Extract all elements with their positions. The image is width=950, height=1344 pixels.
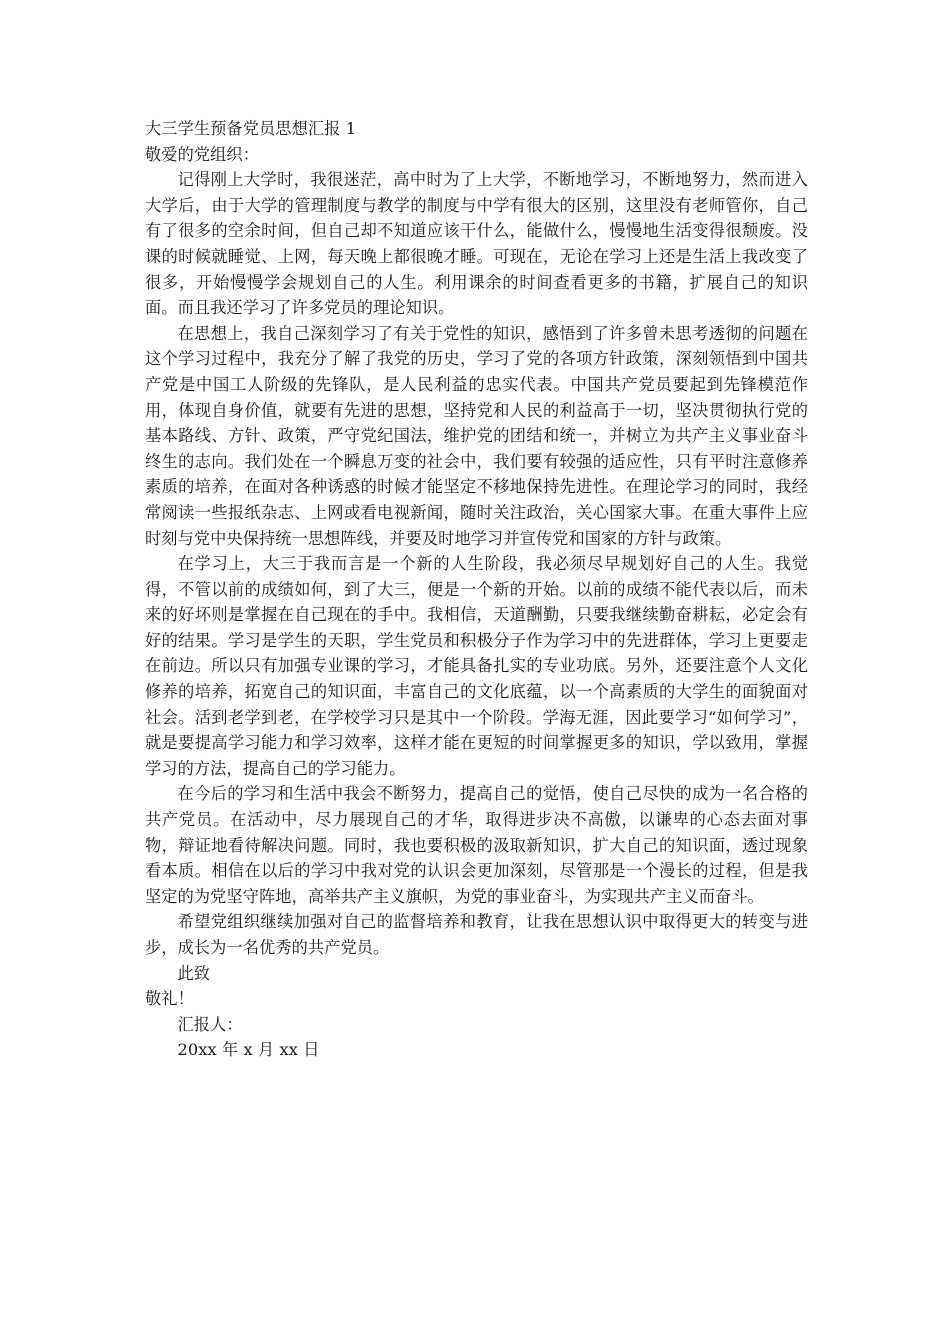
paragraph-4: 在今后的学习和生活中我会不断努力，提高自己的觉悟，使自己尽快的成为一名合格的共产党员。在活动中，尽力展现自己的才华，取得进步决不高傲，以谦卑的心态去面对事物，辩证地看待解决问题。同时，我也要积极的汲取新知识，扩大自己的知识面，透过现象看本质。相信在以后的学习中我对党的认识会更加深刻，尽管那是一个漫长的过程，但是我坚定的为党坚守阵地，高举共产主义旗帜，为党的事业奋斗，为实现共产主义而奋斗。	[145, 784, 808, 906]
report-date: 20xx 年 x 月 xx 日	[177, 1040, 320, 1060]
paragraph-5: 希望党组织继续加强对自己的监督培养和教育，让我在思想认识中取得更大的转变与进步，成长为一名优秀的共产党员。	[145, 912, 808, 957]
document-title: 大三学生预备党员思想汇报 1	[145, 119, 357, 138]
salutation: 敬爱的党组织：	[145, 144, 260, 164]
paragraph-3: 在学习上，大三于我而言是一个新的人生阶段，我必须尽早规划好自己的人生。我觉得，不管以前的成绩如何，到了大三，便是一个新的开始。以前的成绩不能代表以后，而未来的好坏则是掌握在自己现在的手中。我相信，天道酬勤，只要我继续勤奋耕耘，必定会有好的结果。学习是学生的天职，学生党员和积极分子作为学习中的先进群体，学习上更要走在前边。所以只有加强专业课的学习，才能具备扎实的专业功底。另外，还要注意个人文化修养的培养，拓宽自己的知识面，丰富自己的文化底蕴，以一个高素质的大学生的面貌面对社会。活到老学到老，在学校学习只是其中一个阶段。学海无涯，因此要学习“如何学习”，就是要提高学习能力和学习效率，这样才能在更短的时间掌握更多的知识，学以致用，掌握学习的方法，提高自己的学习能力。	[145, 554, 808, 778]
paragraph-1: 记得刚上大学时，我很迷茫，高中时为了上大学，不断地学习，不断地努力，然而进入大学后，由于大学的管理制度与教学的制度与中学有很大的区别，这里没有老师管你，自己有了很多的空余时间，但自己却不知道应该干什么，能做什么，慢慢地生活变得很颓废。没课的时候就睡觉、上网，每天晚上都很晚才睡。可现在，无论在学习上还是生活上我改变了很多，开始慢慢学会规划自己的人生。利用课余的时间查看更多的书籍，扩展自己的知识面。而且我还学习了许多党员的理论知识。	[145, 170, 808, 318]
reporter-label: 汇报人：	[177, 1014, 243, 1034]
closing-jingli: 敬礼！	[145, 989, 194, 1009]
paragraph-2: 在思想上，我自己深刻学习了有关于党性的知识，感悟到了许多曾未思考透彻的问题在这个学习过程中，我充分了解了我党的历史，学习了党的各项方针政策，深刻领悟到中国共产党是中国工人阶级的先锋队，是人民利益的忠实代表。中国共产党员要起到先锋模范作用，体现自身价值，就要有先进的思想，坚持党和人民的利益高于一切，坚决贯彻执行党的基本路线、方针、政策，严守党纪国法，维护党的团结和统一，并树立为共产主义事业奋斗终生的志向。我们处在一个瞬息万变的社会中，我们要有较强的适应性，只有平时注意修养素质的培养，在面对各种诱惑的时候才能坚定不移地保持先进性。在理论学习的同时，我经常阅读一些报纸杂志、上网或看电视新闻，随时关注政治，关心国家大事。在重大事件上应时刻与党中央保持统一思想阵线，并要及时地学习并宣传党和国家的方针与政策。	[145, 323, 808, 548]
document-page	[145, 116, 808, 1063]
closing-cizhi: 此致	[177, 963, 211, 983]
